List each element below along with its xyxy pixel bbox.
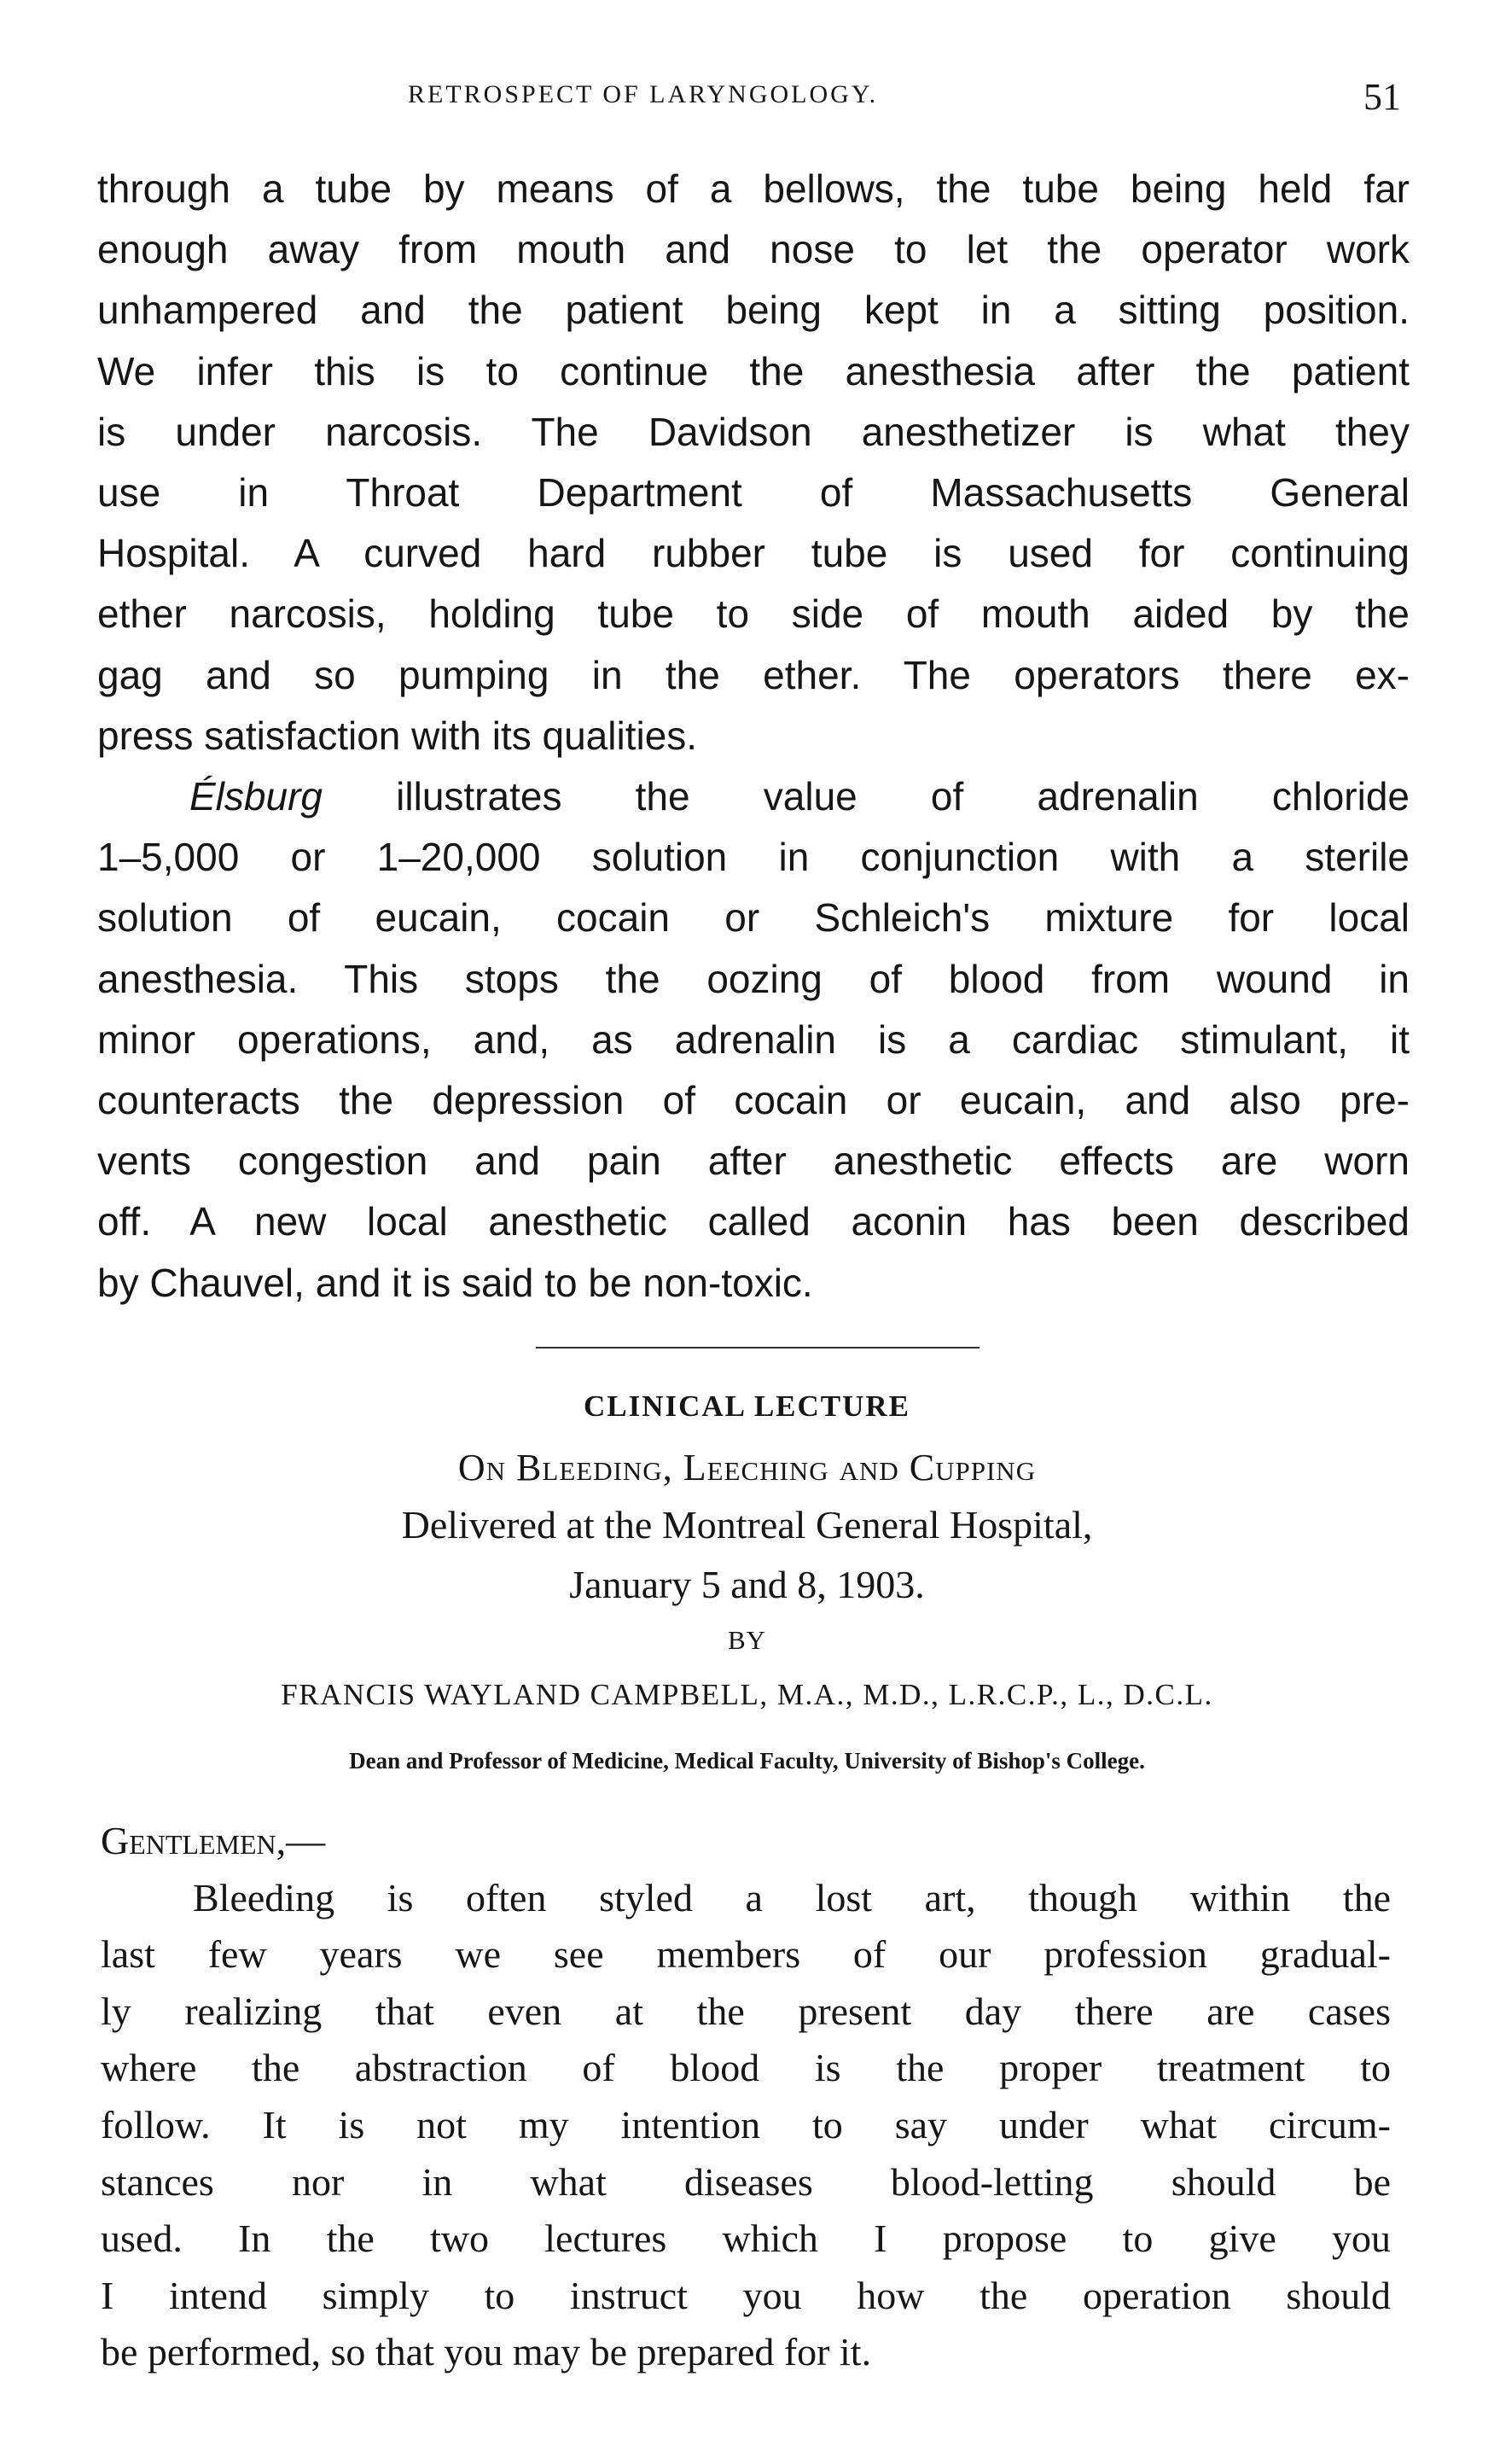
author-name: Élsburg	[189, 774, 323, 819]
text-line: I intend simply to instruct you how the operation should	[101, 2273, 1391, 2317]
lecture-date: January 5 and 8, 1903.	[569, 1563, 925, 1606]
text-line: used. In the two lectures which I propose to give you	[101, 2216, 1391, 2261]
text-line: by Chauvel, and it is said to be non-toxic.	[97, 1260, 813, 1305]
text-line: gag and so pumping in the ether. The operators there ex-	[97, 652, 1410, 697]
text-line: off. A new local anesthetic called aconin has been described	[97, 1199, 1410, 1244]
text-line: ly realizing that even at the present day there are cases	[101, 1989, 1391, 2033]
salutation: Gentlemen,—	[101, 1819, 326, 1862]
text-line: is under narcosis. The Davidson anesthetizer is what they	[97, 409, 1410, 454]
retrospect-body	[97, 159, 1410, 1314]
text-line: We infer this is to continue the anesthesia after the patient	[97, 348, 1410, 393]
text-line: Bleeding is often styled a lost art, though within the	[193, 1875, 1391, 1919]
running-header	[0, 75, 1494, 126]
text-line: vents congestion and pain after anesthetic effects are worn	[97, 1139, 1410, 1184]
lecture-title: On Bleeding, Leeching and Cupping	[457, 1447, 1037, 1488]
text-line: stances nor in what diseases blood-letting should be	[101, 2159, 1391, 2204]
section-divider	[536, 1347, 980, 1349]
text-line: last few years we see members of our profession gradual-	[101, 1932, 1391, 1977]
text-line: 1–5,000 or 1–20,000 solution in conjunction with a sterile	[97, 835, 1410, 880]
lecture-by: BY	[727, 1625, 767, 1655]
text-line: counteracts the depression of cocain or eucain, and also pre-	[97, 1078, 1410, 1123]
lecture-author: FRANCIS WAYLAND CAMPBELL, M.A., M.D., L.R.C.P., L., D.C.L.	[281, 1678, 1213, 1711]
text-line: Hospital. A curved hard rubber tube is used for continuing	[97, 531, 1410, 576]
text-line: minor operations, and, as adrenalin is a cardiac stimulant, it	[97, 1016, 1410, 1062]
text-line: use in Throat Department of Massachusetts General	[97, 470, 1410, 516]
running-title: RETROSPECT OF LARYNGOLOGY.	[408, 80, 879, 108]
text-line: be performed, so that you may be prepared for it.	[101, 2330, 872, 2374]
lecture-body	[101, 1813, 1391, 2381]
lecture-venue: Delivered at the Montreal General Hospital,	[401, 1503, 1093, 1547]
text-line: enough away from mouth and nose to let the operator work	[97, 227, 1410, 272]
text-line: follow. It is not my intention to say under what circum-	[101, 2102, 1391, 2147]
text-line: unhampered and the patient being kept in a sitting position.	[97, 288, 1410, 333]
text-line: press satisfaction with its qualities.	[97, 713, 698, 758]
lecture-heading: CLINICAL LECTURE	[583, 1389, 911, 1423]
text-line: through a tube by means of a bellows, the tube being held far	[97, 166, 1410, 211]
page-number: 51	[1363, 76, 1401, 118]
lecture-affiliation: Dean and Professor of Medicine, Medical Faculty, University of Bishop's College.	[349, 1748, 1145, 1774]
paragraph-first-line	[97, 766, 1410, 827]
text-line: where the abstraction of blood is the proper treatment to	[101, 2046, 1391, 2090]
text-line: solution of eucain, cocain or Schleich's mixture for local	[97, 895, 1410, 941]
text-line: ether narcosis, holding tube to side of mouth aided by the	[97, 591, 1410, 637]
text-fragment: illustrates the value of adrenalin chloride	[322, 774, 1410, 819]
text-line: anesthesia. This stops the oozing of blood from wound in	[97, 956, 1410, 1001]
